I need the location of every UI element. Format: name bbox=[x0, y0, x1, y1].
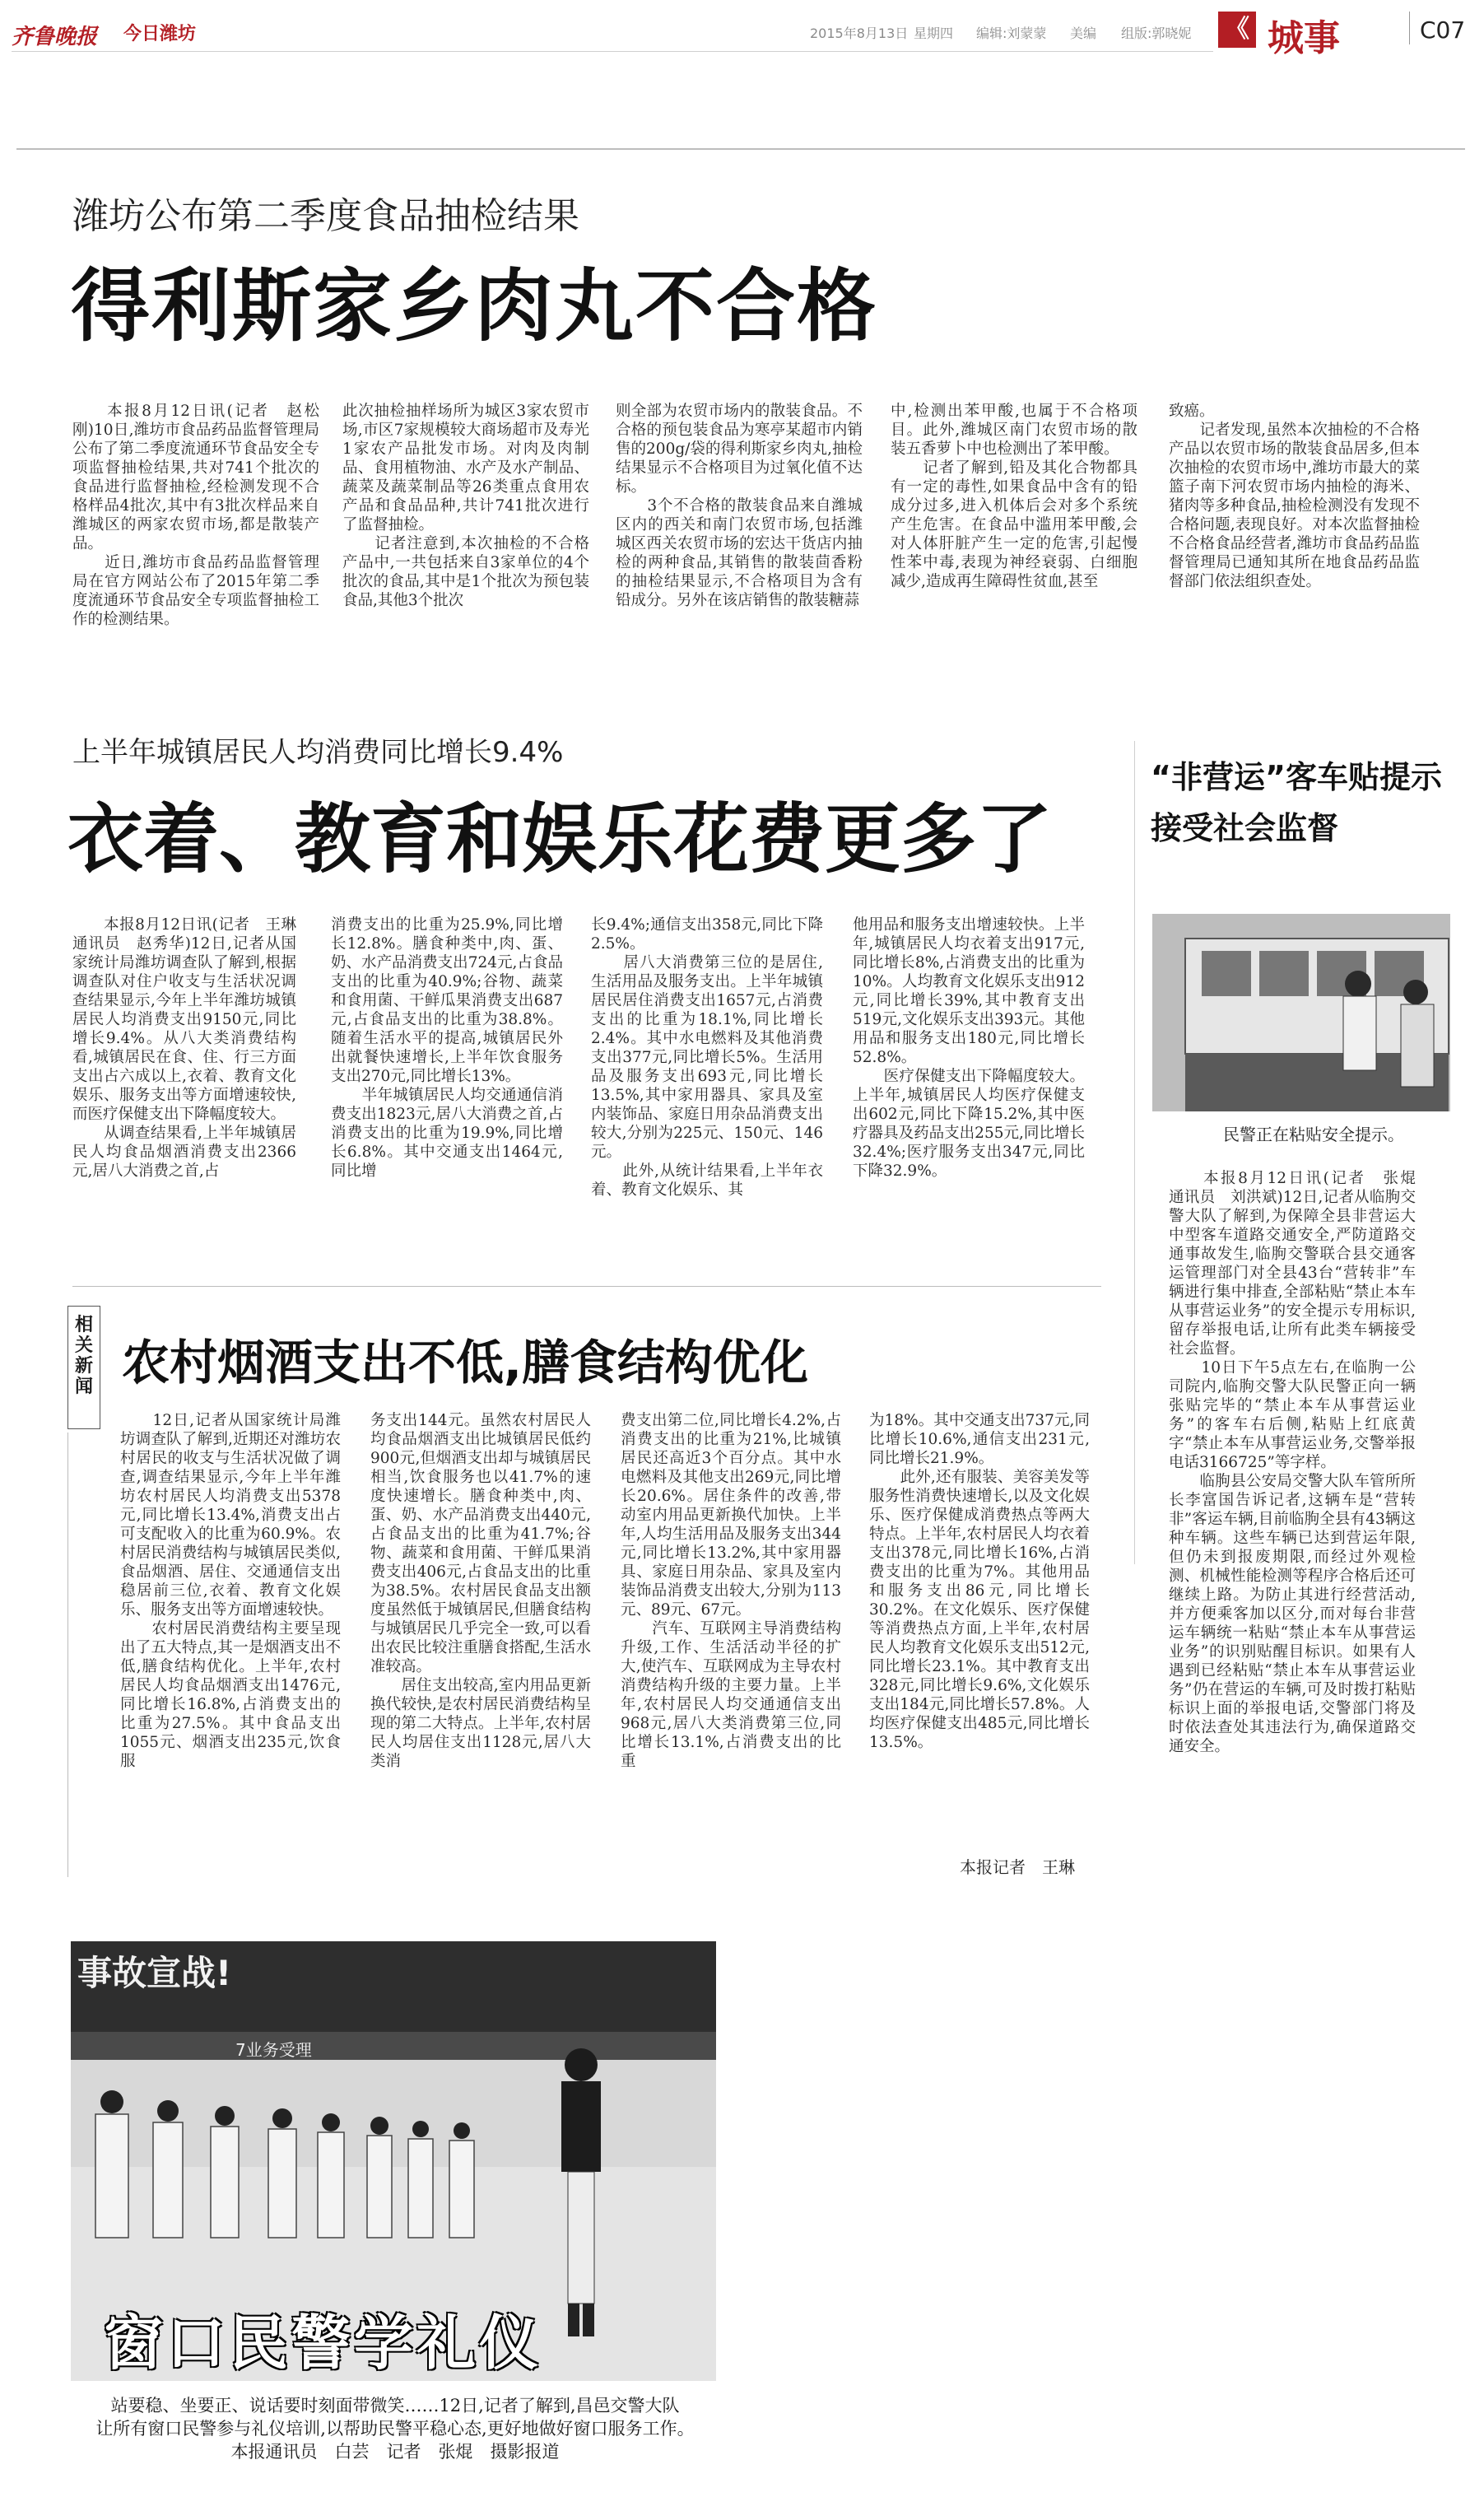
etiquette-caption: 站要稳、坐要正、说话要时刻面带微笑……12日,记者了解到,昌邑交警大队 让所有窗口民警参与礼仪培训,以帮助民警平稳心态,更好地做好窗口服务工作。 本报通讯员 白芸 记者 张焜 摄影报道 bbox=[95, 2396, 695, 2462]
related-column-4: 为18%。其中交通支出737元,同比增长10.6%,通信支出231元,同比增长21.9%。 此外,还有服装、美容美发等服务性消费快速增长,以及文化娱乐、医疗保健成消费热点等两大特点。上半年,农村居民人均衣着支出378元,同比增长16%,占消费支出的比重为7%。其他用品和服务支出86元,同比增长30.2%。在文化娱乐、医疗保健等消费热点方面,上半年,农村居民人均教育文化娱乐支出512元,同比增长23.1%。其中教育支出328元,同比增长9.6%,文化娱乐支出184元,同比增长57.8%。人均医疗保健支出485元,同比增长13.5%。 bbox=[869, 1412, 1090, 1751]
related-column-3: 费支出第二位,同比增长4.2%,占消费支出的比重为21%,比城镇居民还高近3个百分点。其中水电燃料及其他支出269元,同比增长20.6%。居住条件的改善,带动室内用品更新换代加快。上半年,人均生活用品及服务支出344元,同比增长13.2%,其中家用器具、家庭日用杂品、家具及室内装饰品消费支出较大,分别为113元、89元、67元。 汽车、互联网主导消费结构升级,工作、生活活动半径的扩大,使汽车、互联网成为主导农村消费结构升级的主要力量。上半年,农村居民人均交通通信支出968元,居八大类消费第三位,同比增长13.1%,占消费支出的比重 bbox=[621, 1412, 841, 1770]
etiquette-photo bbox=[71, 1941, 716, 2381]
article2-column-2: 消费支出的比重为25.9%,同比增长12.8%。膳食种类中,肉、蛋、奶、水产品消费支出724元,占食品支出的比重为40.9%;谷物、蔬菜和食用菌、干鲜瓜果消费支出687元,占食品支出的比重为38.8%。随着生活水平的提高,城镇居民外出就餐快速增长,上半年饮食服务支出270元,同比增长13%。 半年城镇居民人均交通通信消费支出1823元,居八大消费之首,占消费支出的比重为19.9%,同比增长6.8%。其中交通支出1464元,同比增 bbox=[331, 916, 563, 1180]
section-name: 城事 bbox=[1268, 17, 1340, 59]
top-rule bbox=[16, 148, 1465, 150]
header-underline bbox=[12, 51, 1213, 52]
sidebar-divider bbox=[1134, 741, 1135, 1564]
article2-kicker: 上半年城镇居民人均消费同比增长9.4% bbox=[72, 736, 564, 769]
section-label-left: 今日潍坊 bbox=[123, 24, 197, 44]
article2-column-3: 长9.4%;通信支出358元,同比下降2.5%。 居八大消费第三位的是居住,生活用品及服务支出。上半年城镇居民居住消费支出1657元,占消费支出的比重为18.1%,同比增长2.4%。其中水电燃料及其他消费支出377元,同比增长5%。生活用品及服务支出693元,同比增长13.5%,其中家用器具、家具及室内装饰品、家庭日用杂品消费支出较大,分别为225元、150元、146元。 此外,从统计结果看,上半年衣着、教育文化娱乐、其 bbox=[591, 916, 823, 1199]
sidebar-title-line1: “非营运”客车贴提示 bbox=[1151, 759, 1442, 795]
article2-column-1: 本报8月12日讯(记者 王琳 通讯员 赵秀华)12日,记者从国家统计局潍坊调查队了解到,根据调查队对住户收支与生活状况调查结果显示,今年上半年潍坊城镇居民人均消费支出9150元,同比增长9.4%。从八大类消费结构看,城镇居民在食、住、行三方面支出占六成以上,衣着、教育文化娱乐、服务支出等方面增速较快,而医疗保健支出下降幅度较大。 从调查结果看,上半年城镇居民人均食品烟酒消费支出2366元,居八大消费之首,占 bbox=[72, 916, 296, 1180]
article1-kicker: 潍坊公布第二季度食品抽检结果 bbox=[72, 195, 579, 237]
article1-column-2: 此次抽检抽样场所为城区3家农贸市场,市区7家规模较大商场超市及寿光1家农产品批发市场。对肉及肉制品、食用植物油、水产及水产制品、蔬菜及蔬菜制品等26类重点食用农产品和食品品种,共计741批次进行了监督抽检。 记者注意到,本次抽检的不合格产品中,一共包括来自3家单位的4个批次的食品,其中是1个批次为预包装食品,其他3个批次 bbox=[342, 403, 589, 609]
editor-credit: 编辑:刘蒙蒙 bbox=[976, 26, 1047, 41]
sidebar-photo-caption: 民警正在粘贴安全提示。 bbox=[1223, 1125, 1404, 1144]
bus-illustration bbox=[1152, 914, 1450, 1111]
article2-headline: 衣着、教育和娱乐花费更多了 bbox=[67, 795, 1053, 883]
article1-column-5: 致癌。 记者发现,虽然本次抽检的不合格产品以农贸市场的散装食品居多,但本次抽检的农贸市场中,潍坊市最大的菜篮子南下河农贸市场内抽检的海米、猪肉等多种食品,抽检检测没有发现不合格问题,表现良好。对本次监督抽检不合格食品经营者,潍坊市食品药品监督管理局已通知其所在地食品药品监督部门依法组织查处。 bbox=[1169, 403, 1420, 590]
sidebar-body: 本报8月12日讯(记者 张焜 通讯员 刘洪斌)12日,记者从临朐交警大队了解到,为保障全县非营运大中型客车道路交通安全,严防道路交通事故发生,临朐交警联合县交通客运管理部门对全县43台“营转非”车辆进行集中排查,全部粘贴“禁止本车从事营运业务”的安全提示专用标识,留存举报电话,让所有此类车辆接受社会监督。 10日下午5点左右,在临朐一公司院内,临朐交警大队民警正向一辆张贴完毕的“禁止本车从事营运业务”的客车右后侧,粘贴上红底黄字“禁止本车从事营运业务,交警举报电话3166725”等字样。 临朐县公安局交警大队车管所所长李富国告诉记者,这辆车是“营转非”客运车辆,目前临朐全县有43辆这种车辆。这些车辆已达到营运年限,但仍未到报废期限,而经过外观检测、机械性能检测等程序合格后还可继续上路。为防止其进行经营活动,并方便乘客加以区分,而对每台非营运车辆统一粘贴“禁止本车从事营运业务”的识别贴醒目标识。如果有人遇到已经粘贴“禁止本车从事营运业务”仍在营运的车辆,可及时拨打粘贴标识上面的举报电话,交警部门将及时依法查处其违法行为,确保道路交通安全。 bbox=[1169, 1170, 1416, 1755]
sidebar-photo bbox=[1152, 914, 1450, 1111]
etiquette-title: 窗口民警学礼仪 bbox=[104, 2308, 542, 2378]
header-divider bbox=[1409, 12, 1410, 44]
article1-column-3: 则全部为农贸市场内的散装食品。不合格的预包装食品为寒亭某超市内销售的200g/袋的得利斯家乡肉丸,抽检结果显示不合格项目为过氧化值不达标。 3个不合格的散装食品来自潍城区内的西关和南门农贸市场,包括潍城区西关农贸市场的宏达干货店内抽检的两种食品,其销售的散装茴香粉的抽检结果显示,不合格项目为含有铅成分。另外在该店销售的散装糖蒜 bbox=[616, 403, 863, 609]
sidebar-title-line2: 接受社会监督 bbox=[1151, 810, 1339, 846]
related-left-rule bbox=[67, 1433, 68, 1877]
article2-column-4: 他用品和服务支出增速较快。上半年,城镇居民人均衣着支出917元,同比增长8%,占消费支出的比重为10%。人均教育文化娱乐支出912元,同比增长39%,其中教育支出519元,文化娱乐支出393元。其他用品和服务支出180元,同比增长52.8%。 医疗保健支出下降幅度较大。上半年,城镇居民人均医疗保健支出602元,同比下降15.2%,其中医疗器具及药品支出255元,同比增长32.4%;医疗服务支出347元,同比下降32.9%。 bbox=[853, 916, 1085, 1180]
designer-credit: 美编 bbox=[1070, 26, 1097, 41]
counter-sign-text: 7业务受理 bbox=[235, 2040, 312, 2060]
page-number: C07 bbox=[1420, 16, 1466, 44]
chevron-icon: 《 bbox=[1218, 12, 1256, 48]
article1-headline: 得利斯家乡肉丸不合格 bbox=[71, 260, 877, 352]
article1-column-1: 本报8月12日讯(记者 赵松刚)10日,潍坊市食品药品监督管理局公布了第二季度流通环节食品安全专项监督抽检结果,共对741个批次的食品进行监督抽检,经检测发现不合格样品4批次,其中有3批次样品来自潍城区的两家农贸市场,都是散装产品。 近日,潍坊市食品药品监督管理局在官方网站公布了2015年第二季度流通环节食品安全专项监督抽检工作的检测结果。 bbox=[72, 403, 319, 628]
masthead-logo: 齐鲁晚报 bbox=[12, 25, 98, 49]
issue-weekday: 星期四 bbox=[914, 26, 954, 41]
layout-credit: 组版:郭晓妮 bbox=[1121, 26, 1192, 41]
article1-column-4: 中,检测出苯甲酸,也属于不合格项目。此外,潍城区南门农贸市场的散装五香萝卜中也检测出了苯甲酸。 记者了解到,铅及其化合物都具有一定的毒性,如果食品中含有的铅成分过多,进入机体后会对多个系统产生危害。在食品中滥用苯甲酸,会对人体肝脏产生一定的危害,引起慢性苯中毒,表现为神经衰弱、白细胞减少,造成再生障碍性贫血,甚至 bbox=[891, 403, 1137, 590]
issue-date: 2015年8月13日 bbox=[810, 26, 909, 41]
related-news-tag: 相关新闻 bbox=[67, 1306, 100, 1429]
related-column-2: 务支出144元。虽然农村居民人均食品烟酒支出比城镇居民低约900元,但烟酒支出却与城镇居民相当,饮食服务也以41.7%的速度快速增长。膳食种类中,肉、蛋、奶、水产品消费支出440元,占食品支出的比重为41.7%;谷物、蔬菜和食用菌、干鲜瓜果消费支出406元,占食品支出的比重为38.5%。农村居民食品支出额度虽然低于城镇居民,但膳食结构与城镇居民几乎完全一致,可以看出农民比较注重膳食搭配,生活水准较高。 居住支出较高,室内用品更新换代较快,是农村居民消费结构呈现的第二大特点。上半年,农村居民人均居住支出1128元,居八大类消 bbox=[370, 1412, 591, 1770]
related-column-1: 12日,记者从国家统计局潍坊调查队了解到,近期还对潍坊农村居民的收支与生活状况做了调查,调查结果显示,今年上半年潍坊农村居民人均消费支出5378元,同比增长13.4%,消费支出占可支配收入的比重为60.9%。农村居民消费结构与城镇居民类似,食品烟酒、居住、交通通信支出稳居前三位,衣着、教育文化娱乐、服务支出等方面增速较快。 农村居民消费结构主要呈现出了五大特点,其一是烟酒支出不低,膳食结构优化。上半年,农村居民人均食品烟酒支出1476元,同比增长16.8%,占消费支出的比重为27.5%。其中食品支出1055元、烟酒支出235元,饮食服 bbox=[120, 1412, 341, 1770]
banner-sign-text: 事故宣战! bbox=[77, 1953, 232, 1993]
related-title: 农村烟酒支出不低,膳食结构优化 bbox=[122, 1335, 809, 1391]
related-sign-off: 本报记者 王琳 bbox=[960, 1857, 1075, 1877]
article2-bottom-rule bbox=[72, 1286, 1101, 1287]
